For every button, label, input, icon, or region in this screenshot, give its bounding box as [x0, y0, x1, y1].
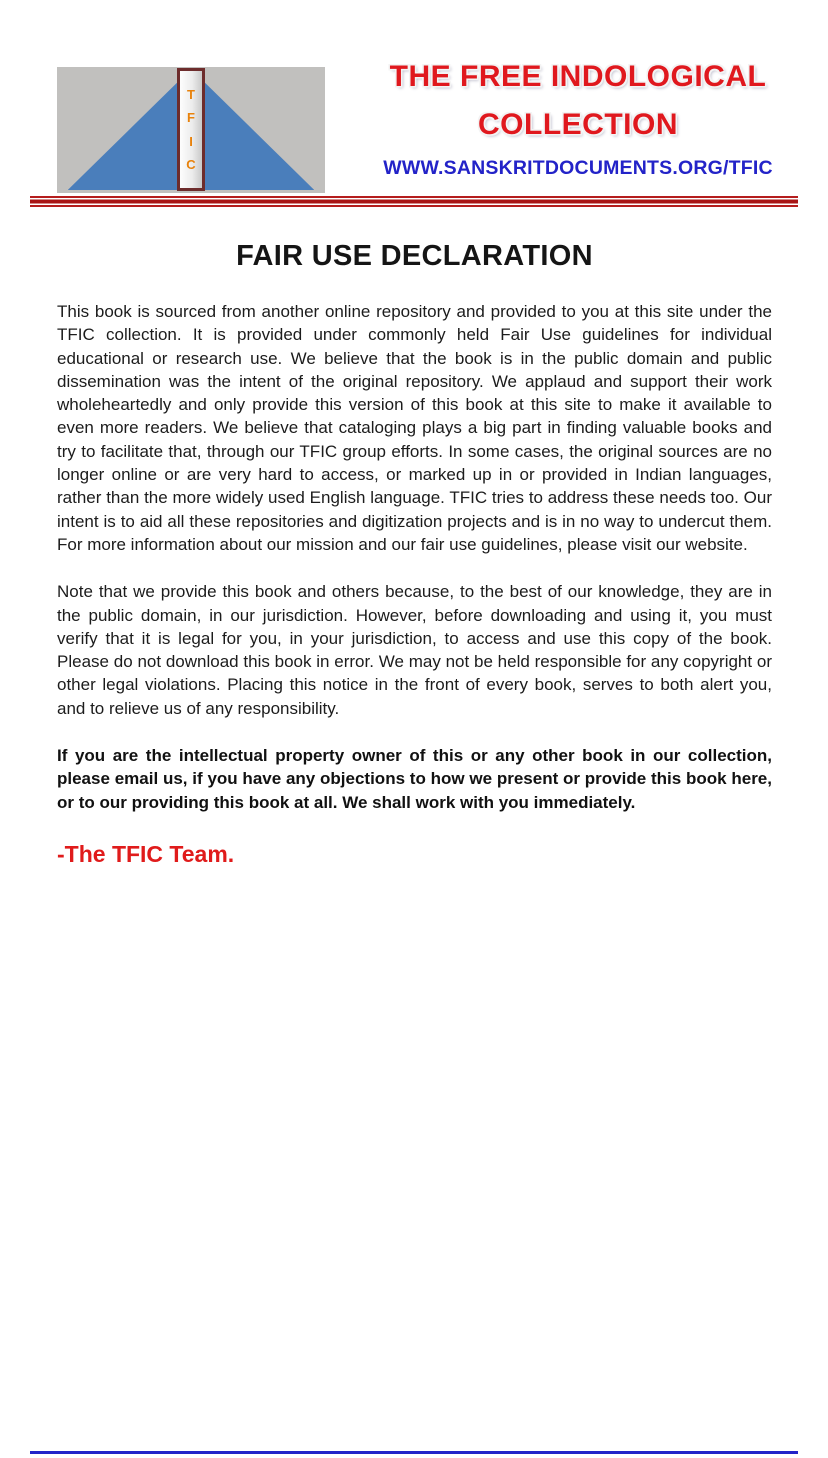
logo-letter-c: C — [186, 157, 196, 173]
logo-letter-t: T — [187, 86, 195, 102]
collection-url: WWW.SANSKRITDOCUMENTS.ORG/TFIC — [383, 157, 773, 179]
logo-letter-f: F — [187, 110, 195, 126]
header-separator-rule — [30, 196, 798, 207]
tfic-logo — [57, 67, 325, 193]
declaration-body — [0, 207, 828, 868]
logo-letter-i: I — [189, 133, 193, 149]
page-title: FAIR USE DECLARATION — [236, 240, 593, 272]
fair-use-paragraph-2: Note that we provide this book and others because, to the best of our knowledge, they are in the public domain, in our jurisdiction. However, before downloading and using it, you must verify that it is legal for you, in your jurisdiction, to access and use this copy of the book. Please do not download this book in error. We may not be held responsible for any copyright or other legal violations. Placing this notice in the front of every book, serves to both alert you, and to relieve us of any responsibility. — [57, 582, 772, 718]
collection-title-line2: COLLECTION — [478, 108, 678, 141]
footer-rule — [30, 1451, 798, 1454]
header-text-block — [352, 62, 804, 180]
signoff-text: -The TFIC Team. — [57, 840, 235, 867]
collection-title-line1: THE FREE INDOLOGICAL — [389, 60, 767, 93]
tower-icon — [177, 68, 205, 191]
fair-use-paragraph-1: This book is sourced from another online repository and provided to you at this site under the TFIC collection. It is provided under commonly held Fair Use guidelines for individual educational or research use. We believe that the book is in the public domain and public dissemination was the intent of the original repository. We applaud and support their work wholeheartedly and only provide this version of this book at this site to make it available to even more readers. We believe that cataloging plays a big part in finding valuable books and try to facilitate that, through our TFIC group efforts. In some cases, the original sources are no longer online or are very hard to access, or marked up in or provided in Indian languages, rather than the more widely used English language. TFIC tries to address these needs too. Our intent is to aid all these repositories and digitization projects and is in no way to undercut them. For more information about our mission and our fair use guidelines, please visit our website. — [57, 302, 772, 554]
ip-owner-notice: If you are the intellectual property owner of this or any other book in our collection, please email us, if you have any objections to how we present or provide this book here, or to our providing this book at all. We shall work with you immediately. — [57, 746, 772, 812]
